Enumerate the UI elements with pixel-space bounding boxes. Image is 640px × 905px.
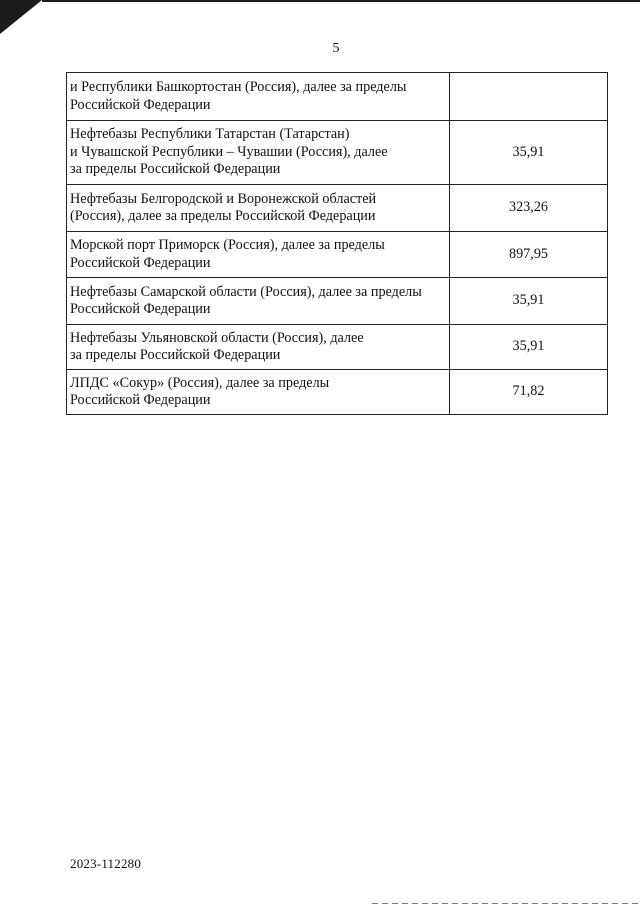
route-line: Российской Федерации: [70, 254, 211, 271]
route-cell: [67, 121, 450, 185]
value-cell: 71,82: [450, 370, 608, 415]
value-cell: 35,91: [450, 278, 608, 325]
table-row: [67, 370, 608, 415]
table-row: [67, 185, 608, 232]
route-line: Российской Федерации: [70, 392, 211, 408]
value-cell: 35,91: [450, 325, 608, 370]
route-cell: [67, 73, 450, 121]
route-line: (Россия), далее за пределы Российской Федерации: [70, 208, 376, 224]
scan-top-edge: [42, 0, 640, 2]
table-row: [67, 278, 608, 325]
value-cell: 897,95: [450, 232, 608, 278]
page-number: 5: [332, 41, 340, 56]
route-line: Нефтебазы Самарской области (Россия), далее за пределы: [70, 283, 422, 300]
value-cell: [450, 73, 608, 121]
route-cell: [67, 232, 450, 278]
route-line: Нефтебазы Белгородской и Воронежской областей: [70, 190, 377, 207]
table-row: [67, 121, 608, 185]
route-cell: [67, 185, 450, 232]
route-cell: [67, 325, 450, 370]
value-cell: 35,91: [450, 121, 608, 185]
route-line: и Чувашской Республики – Чувашии (Россия), далее: [70, 143, 388, 160]
scan-bottom-edge: [372, 903, 640, 904]
route-line: Российской Федерации: [70, 301, 211, 317]
table-row: [67, 325, 608, 370]
route-line: Морской порт Приморск (Россия), далее за пределы: [70, 237, 385, 253]
route-cell: [67, 278, 450, 325]
route-line: ЛПДС «Сокур» (Россия), далее за пределы: [70, 374, 330, 391]
route-line: за пределы Российской Федерации: [70, 347, 281, 363]
document-number: 2023-112280: [70, 856, 142, 871]
value-cell: 323,26: [450, 185, 608, 232]
table-row: [67, 232, 608, 278]
route-line: Российской Федерации: [70, 96, 211, 113]
table-row: [67, 73, 608, 121]
route-line: и Республики Башкортостан (Россия), далее за пределы: [70, 79, 407, 95]
route-line: Нефтебазы Ульяновской области (Россия), далее: [70, 329, 364, 346]
route-line: за пределы Российской Федерации: [70, 161, 281, 178]
route-line: Нефтебазы Республики Татарстан (Татарстан): [70, 126, 350, 143]
route-cell: [67, 370, 450, 415]
route-tariff-table: [66, 72, 608, 415]
